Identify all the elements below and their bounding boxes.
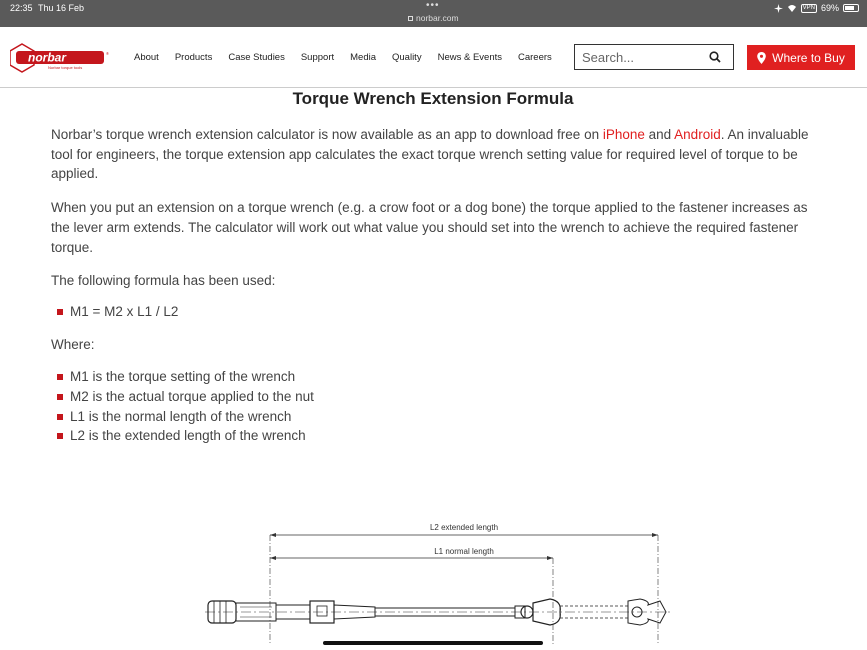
- where-to-buy-button[interactable]: [747, 45, 855, 70]
- intro-text-1: Norbar’s torque wrench extension calculator is now available as an app to download free on: [51, 127, 603, 142]
- battery-percent: 69%: [820, 3, 839, 13]
- svg-text:Norbar torque tools: Norbar torque tools: [48, 65, 83, 70]
- search-icon[interactable]: [709, 51, 721, 63]
- l1-label: L1 normal length: [434, 547, 494, 556]
- status-time: 22:35: [10, 3, 33, 13]
- url-bar[interactable]: [408, 13, 459, 23]
- nav-careers[interactable]: Careers: [518, 52, 552, 63]
- definitions-list: [51, 367, 811, 446]
- formula-intro: The following formula has been used:: [51, 273, 276, 289]
- definition-item-l1: L1 is the normal length of the wrench: [51, 407, 811, 427]
- home-indicator[interactable]: [323, 641, 543, 645]
- nav-about[interactable]: About: [134, 52, 159, 63]
- android-link[interactable]: Android: [674, 127, 721, 142]
- page-title: Torque Wrench Extension Formula: [292, 89, 574, 108]
- formula-list: [51, 302, 811, 322]
- where-label: Where:: [51, 336, 95, 352]
- intro-text-3: . An invaluable tool for engineers, the torque extension app calculates the exact torque wrench setting value for required level of torque to be applied.: [51, 127, 809, 182]
- norbar-logo[interactable]: [10, 37, 110, 79]
- main-nav: [134, 52, 568, 63]
- formula-item: M1 = M2 x L1 / L2: [51, 302, 811, 322]
- search-box: [574, 44, 734, 70]
- iphone-link[interactable]: iPhone: [602, 127, 645, 142]
- nav-quality[interactable]: Quality: [392, 52, 422, 63]
- lock-icon: [408, 16, 413, 21]
- wrench-extension-diagram: [200, 515, 675, 650]
- site-header: [0, 27, 867, 88]
- tab-dots-icon[interactable]: •••: [426, 0, 440, 11]
- nav-products[interactable]: Products: [174, 52, 213, 63]
- vpn-badge: VPN: [802, 4, 815, 11]
- intro-text-2: and: [644, 127, 675, 142]
- status-right: [774, 3, 859, 13]
- l2-label: L2 extended length: [429, 523, 499, 532]
- nav-case-studies[interactable]: Case Studies: [228, 52, 285, 63]
- status-date: Thu 16 Feb: [38, 3, 85, 13]
- explanation-paragraph: When you put an extension on a torque wrench (e.g. a crow foot or a dog bone) the torque applied to the fastener increases as the lever arm extends. The calculator will work out what value you should set into the wrench to achieve the required fastener torque.: [51, 200, 808, 255]
- battery-icon: [843, 4, 859, 12]
- definition-item-m2: M2 is the actual torque applied to the nut: [51, 387, 811, 407]
- svg-text:®: ®: [106, 51, 109, 56]
- where-to-buy-label: Where to Buy: [772, 50, 845, 65]
- definition-item-l2: L2 is the extended length of the wrench: [51, 426, 811, 446]
- article-content: [51, 88, 811, 446]
- nav-news-events[interactable]: News & Events: [437, 52, 502, 63]
- nav-media[interactable]: Media: [350, 52, 376, 63]
- search-input[interactable]: [575, 45, 700, 69]
- status-bar: [0, 0, 867, 27]
- airplane-icon: [774, 4, 783, 13]
- definition-item-m1: M1 is the torque setting of the wrench: [51, 367, 811, 387]
- nav-support[interactable]: Support: [300, 52, 335, 63]
- svg-text:norbar: norbar: [28, 50, 67, 65]
- url-text: norbar.com: [416, 13, 459, 23]
- wifi-icon: [787, 4, 797, 12]
- intro-paragraph: [51, 125, 811, 184]
- map-pin-icon: [757, 52, 766, 64]
